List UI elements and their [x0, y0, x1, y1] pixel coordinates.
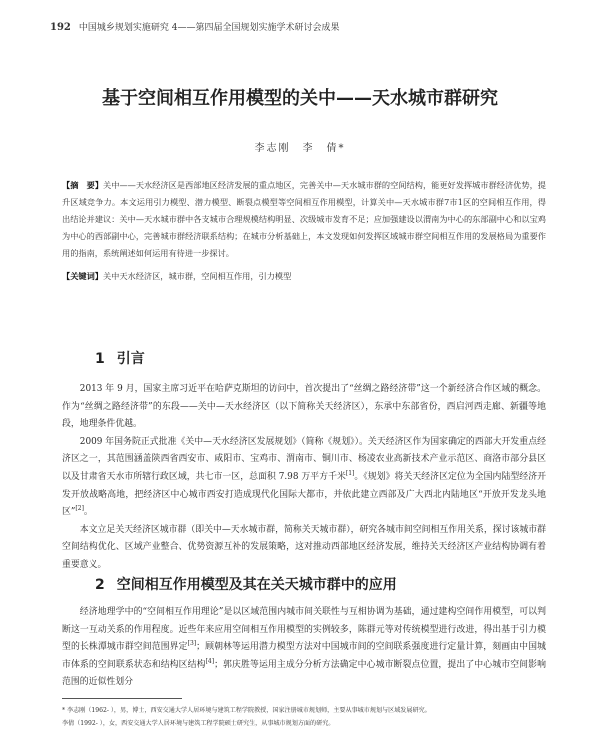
- paragraph-text: ；顾朝林等运用潜力模型方法对中国城市间的空间联系强度进行定量计算，刻画由中国城市体系的空间联系状态和结构区结构: [62, 642, 547, 670]
- body-paragraph: 2009 年国务院正式批准《关中—天水经济区发展规划》（简称《规划》）。关天经济区作为国家确定的西部大开发重点经济区之一，其范围涵盖陕西省西安市、咸阳市、宝鸡市、渭南市、铜川市、杨凌农业高新技术产业示范区、商洛市部分县区以及甘肃省天水市所辖行政区域，共七市一区，总面积 7.98 万平方千米[1]。《规划》将关天经济区定位为全国内陆型经济开发开放战略高地，把经济区中心城市西安打造成现代化国际大都市，并依此建立西部及广大西北内陆地区“开放开发龙头地区”[2]。: [62, 436, 546, 518]
- body-paragraph: 2013 年 9 月，国家主席习近平在哈萨克斯坦的访问中，首次提出了“丝绸之路经济带”这一个新经济合作区域的概念。作为“丝绸之路经济带”的东段——关中—天水经济区（以下简称关天经济区），东承中东部省份，西启河西走廊、新疆等地段，地理条件优越。: [62, 384, 546, 430]
- footnote-divider: [62, 698, 182, 699]
- section-heading-introduction: [95, 348, 145, 368]
- citation-ref: [4]: [205, 657, 215, 665]
- keywords-block: [62, 268, 546, 285]
- citation-ref: [1]: [345, 470, 355, 477]
- running-head: [50, 20, 560, 33]
- body-paragraph: [62, 604, 546, 692]
- paragraph-text: 。《规划》将关天经济区定位为全国内陆型经济开发开放战略高地，把经济区中心城市西安打造成现代化国际大都市，并依此建立西部及广大西北内陆地区“开放开发龙头地区”: [62, 471, 546, 518]
- section-title: 空间相互作用模型及其在关天城市群中的应用: [116, 577, 397, 593]
- section-title: 引言: [116, 351, 145, 367]
- paragraph-text: 经济地理学中的“空间相互作用理论”是以区域范围内城市间关联性与互相协调为基础，通过建构空间作用模型，可以判断这一互动关系的作用程度。近些年来应用空间相互作用模型的实例较多，陈群元等对传统模型进行改进，得出基于引力模型的长株潭城市群空间范围界定: [62, 607, 546, 653]
- section-body-introduction: [62, 381, 546, 575]
- section-number: 2: [95, 577, 105, 593]
- section-body-models: [62, 604, 546, 692]
- citation-ref: [2]: [75, 505, 84, 513]
- paper-title: 基于空间相互作用模型的关中——天水城市群研究: [102, 88, 498, 109]
- abstract-text: 关中——天水经济区是西部地区经济发展的重点地区，完善关中—天水城市群的空间结构，能更好发挥城市群经济优势，提升区域竞争力。本文运用引力模型、潜力模型、断裂点模型等空间相互作用模型，计算关中—天水城市群7市1区的空间相互作用，得出结论并建议：关中—天水城市群中各支城市合理规模结构明显、次级城市发育不足；应加强建设以渭南为中心的东部副中心和以宝鸡为中心的西部副中心，完善城市群经济联系结构；在城市分析基础上，本文发现如何发挥区域城市群空间相互作用的发展格局为重要作用的指南，系统阐述如何运用有待进一步探讨。: [62, 180, 546, 258]
- section-heading-models: [95, 574, 397, 594]
- footnote-line: 李倩（1992- ），女，西安交通大学人居环境与建筑工程学院硕士研究生，从事城市规划方面的研究。: [62, 720, 335, 727]
- keywords-label: 【关键词】: [62, 271, 103, 281]
- keywords-text: 关中天水经济区，城市群，空间相互作用，引力模型: [102, 271, 292, 281]
- paragraph-text: ；郭庆胜等运用主成分分析方法确定中心城市断裂点位置，提出了中心城市空间影响范围的近似性划分: [62, 659, 546, 688]
- page-number: 192: [50, 22, 71, 33]
- citation-ref: [3]: [187, 640, 197, 648]
- paper-authors: 李志刚 李 倩*: [254, 143, 346, 154]
- running-head-text: 中国城乡规划实施研究 4——第四届全国规划实施学术研讨会成果: [78, 23, 340, 33]
- footnotes: [62, 704, 546, 730]
- section-number: 1: [95, 351, 105, 367]
- paragraph-text: 2009 年国务院正式批准《关中—天水经济区发展规划》（简称《规划》）。关天经济区作为国家确定的西部大开发重点经济区之一，其范围涵盖陕西省西安市、咸阳市、宝鸡市、渭南市、铜川市、杨凌农业高新技术产业示范区、商洛市部分县区以及甘肃省天水市所辖行政区域，共七市一区，总面积 7.98 万平方千米: [62, 436, 546, 482]
- footnote-line: * 李志刚（1962- ），男，博士，西安交通大学人居环境与建筑工程学院教授，国家注册城市规划师，主要从事城市规划与区域发展研究。: [62, 707, 431, 714]
- abstract-block: [62, 177, 546, 262]
- body-paragraph: 本文立足关天经济区城市群（即关中—天水城市群，简称关天城市群），研究各城市间空间相互作用关系，探讨该城市群空间结构优化、区域产业整合、优势资源互补的发展策略，这对推动西部地区经济发展，维持关天经济区产业结构协调有着重要意义。: [62, 524, 546, 570]
- abstract-label: 【摘 要】: [62, 180, 104, 190]
